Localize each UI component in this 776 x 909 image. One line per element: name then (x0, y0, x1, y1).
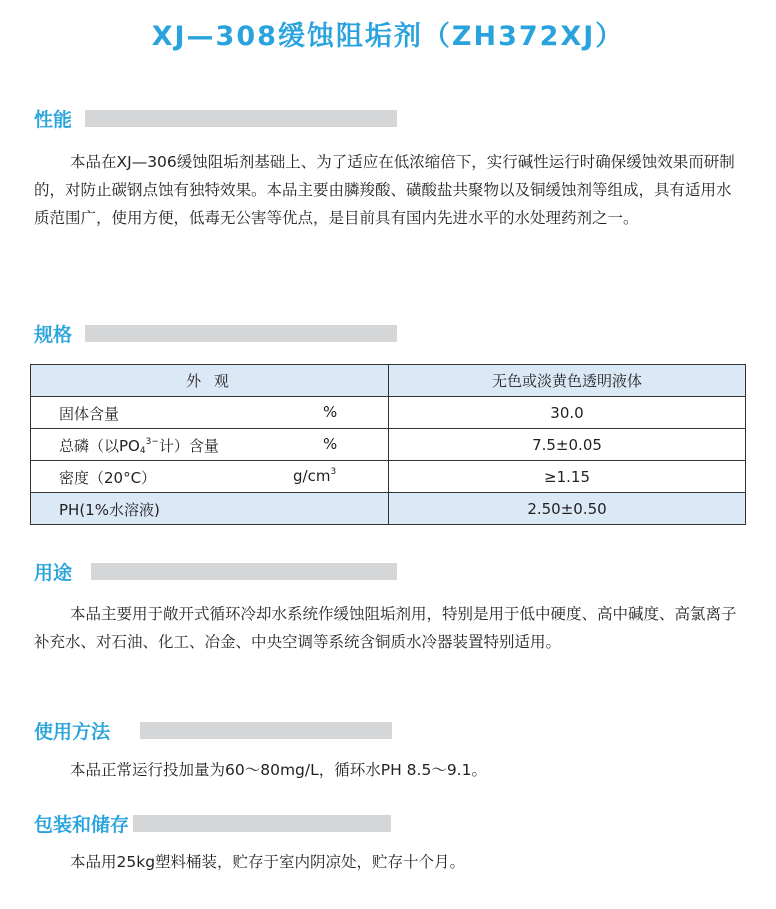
row-name-text: 计）含量 (158, 437, 219, 455)
usage-paragraph: 本品主要用于敞开式循环冷却水系统作缓蚀阻垢剂用，特别是用于低中硬度、高中碱度、高氯离子补充水、对石油、化工、冶金、中央空调等系统含铜质水冷器装置特别适用。 (34, 605, 737, 651)
performance-paragraph: 本品在XJ—306缓蚀阻垢剂基础上、为了适应在低浓缩倍下，实行碱性运行时确保缓蚀效果而研制的，对防止碳钢点蚀有独特效果。本品主要由膦羧酸、磺酸盐共聚物以及铜缓蚀剂等组成，具有适用水质范围广，使用方便，低毒无公害等优点，是目前具有国内先进水平的水处理药剂之一。 (34, 153, 735, 227)
storage-paragraph: 本品用25kg塑料桶装，贮存于室内阴凉处，贮存十个月。 (70, 853, 466, 871)
section-label: 使用方法 (34, 720, 111, 743)
section-label: 用途 (34, 561, 73, 584)
section-label: 性能 (34, 108, 73, 131)
section-label: 包装和储存 (34, 813, 130, 836)
table-header-row (31, 365, 746, 397)
table-row (31, 493, 746, 525)
header-label: 外 观 (186, 372, 233, 390)
section-heading-storage (34, 810, 391, 836)
section-heading-method (34, 717, 392, 743)
row-name: 密度（20°C） (59, 469, 157, 487)
section-heading-spec (34, 320, 397, 346)
unit-text: g/cm (293, 467, 331, 485)
row-value: 7.5±0.05 (389, 429, 746, 461)
table-row (31, 461, 746, 493)
row-unit: % (323, 403, 338, 421)
heading-bar (133, 815, 391, 832)
row-name: PH(1%水溶液) (59, 501, 160, 519)
table-cell (31, 397, 389, 429)
heading-bar (85, 325, 397, 342)
method-paragraph: 本品正常运行投加量为60～80mg/L，循环水PH 8.5～9.1。 (70, 761, 487, 779)
table-cell (31, 461, 389, 493)
section-heading-performance (34, 105, 397, 131)
row-value: 2.50±0.50 (389, 493, 746, 525)
row-unit: % (323, 435, 338, 453)
heading-bar (91, 563, 397, 580)
row-value: ≥1.15 (389, 461, 746, 493)
row-unit (293, 467, 336, 485)
row-name (59, 435, 219, 456)
table-cell (31, 365, 389, 397)
table-row (31, 429, 746, 461)
table-row (31, 397, 746, 429)
section-heading-usage (34, 558, 397, 584)
subscript: 4 (139, 446, 146, 456)
superscript: 3 (330, 467, 337, 477)
table-cell (31, 429, 389, 461)
header-value: 无色或淡黄色透明液体 (389, 365, 746, 397)
row-name-text: 总磷（以PO (59, 437, 140, 455)
superscript: 3− (145, 437, 159, 447)
table-cell (31, 493, 389, 525)
spec-table (30, 364, 746, 525)
document-title: XJ—308缓蚀阻垢剂（ZH372XJ） (151, 21, 625, 52)
heading-bar (140, 722, 392, 739)
row-value: 30.0 (389, 397, 746, 429)
heading-bar (85, 110, 397, 127)
section-label: 规格 (34, 323, 73, 346)
row-name: 固体含量 (59, 405, 120, 423)
